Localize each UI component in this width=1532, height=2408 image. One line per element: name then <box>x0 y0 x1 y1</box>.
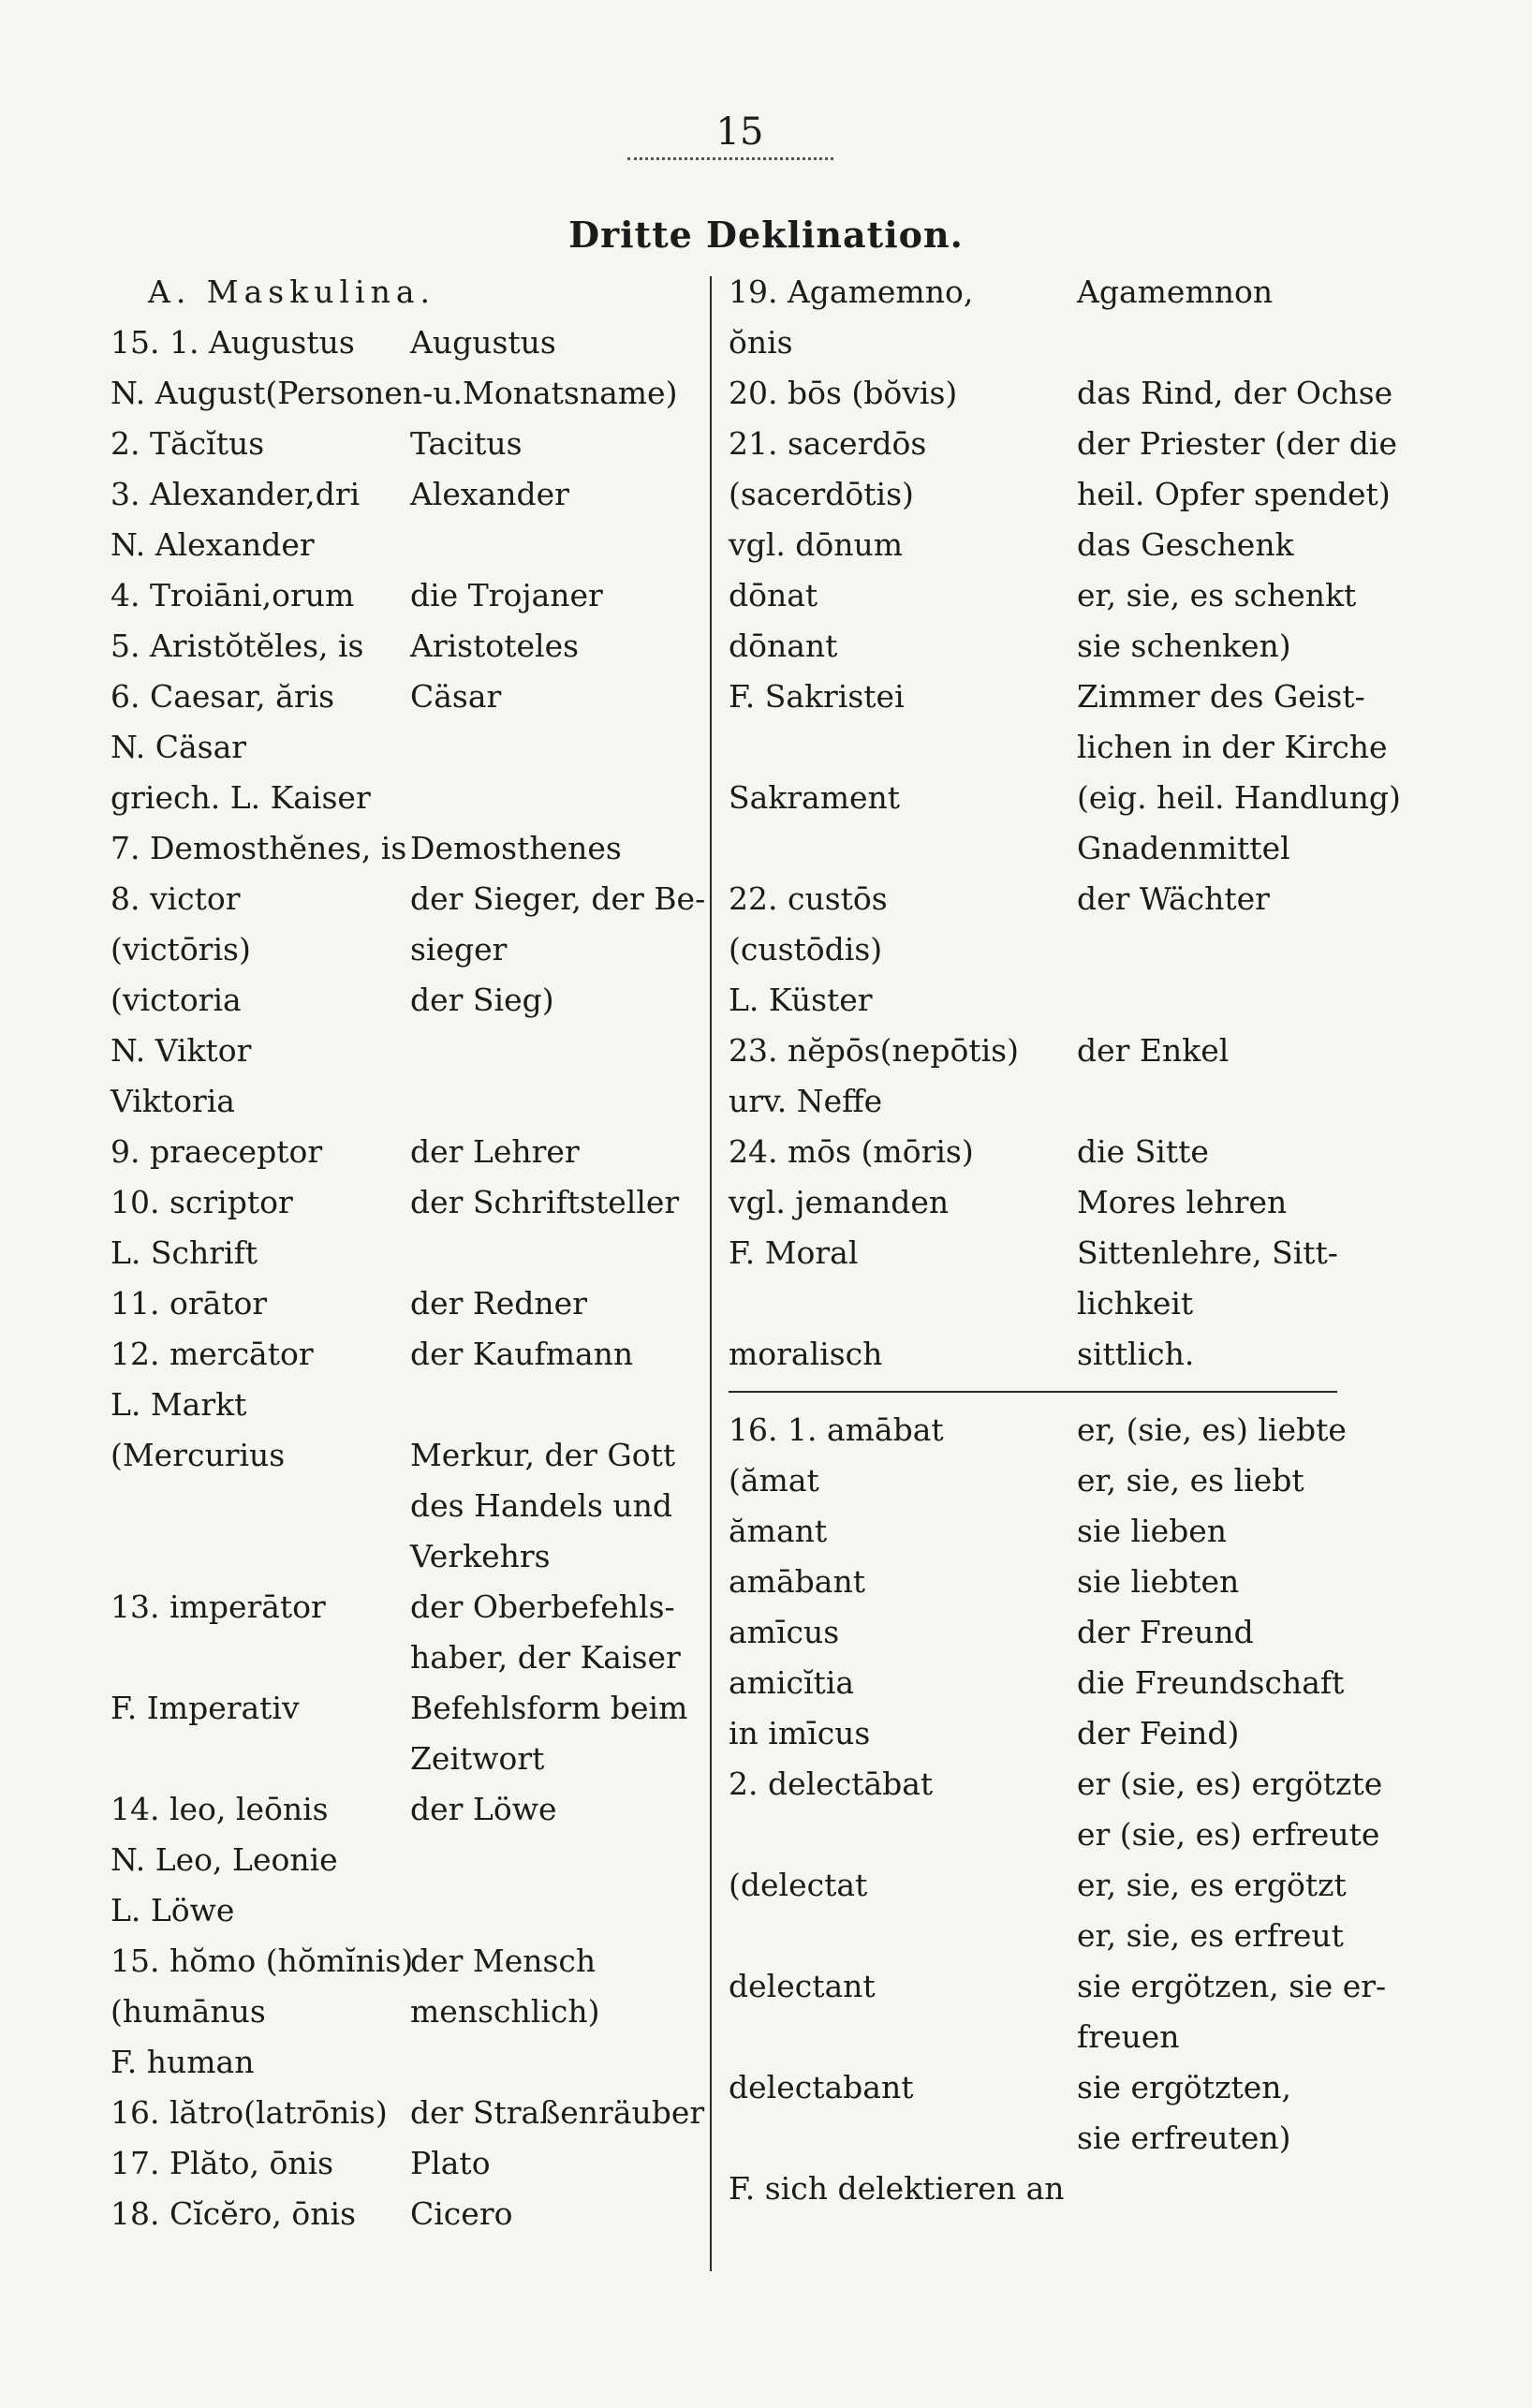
latin-term: Sakrament <box>729 779 901 816</box>
left-entry <box>110 975 710 1026</box>
german-translation: der Wächter <box>1077 880 1270 917</box>
right-top-entry <box>729 419 1397 469</box>
right-top-entry <box>729 1076 1358 1127</box>
latin-term <box>729 2113 1028 2164</box>
right-top-entry <box>729 773 1401 823</box>
latin-term: N. Viktor <box>110 1032 252 1069</box>
right-bottom-entry <box>729 1506 1358 1557</box>
german-translation: er, sie, es ergötzt <box>1077 1867 1347 1903</box>
latin-term: N. Leo, Leonie <box>110 1841 338 1878</box>
german-translation: lichkeit <box>1077 1285 1194 1322</box>
latin-term: 4. Troiāni,orum <box>110 577 355 613</box>
latin-term: 20. bōs (bŏvis) <box>729 375 958 411</box>
right-bottom-entry <box>729 2164 1358 2214</box>
latin-term: ămant <box>729 1513 828 1549</box>
latin-term: 9. praeceptor <box>110 1133 323 1170</box>
right-top-entry <box>729 318 1358 368</box>
left-entry <box>110 1329 710 1380</box>
latin-term: in imīcus <box>729 1715 871 1751</box>
right-top-entry <box>729 1127 1358 1177</box>
german-translation <box>1077 924 1358 975</box>
right-top-entry <box>729 823 1358 874</box>
german-translation: heil. Opfer spendet) <box>1077 476 1391 512</box>
latin-term: (ămat <box>729 1462 819 1499</box>
left-entry <box>110 1885 710 1936</box>
left-entry <box>110 520 710 570</box>
german-translation: Sittenlehre, Sitt- <box>1077 1234 1338 1271</box>
left-entry <box>110 924 710 975</box>
section-separator <box>729 1380 1358 1405</box>
left-entry <box>110 874 710 924</box>
german-translation: der Löwe <box>410 1791 557 1827</box>
latin-term: 6. Caesar, ăris <box>110 678 335 715</box>
german-translation <box>1077 975 1358 1026</box>
latin-term <box>729 1810 1028 1860</box>
german-translation: haber, der Kaiser <box>410 1639 681 1676</box>
right-top-entry <box>729 722 1388 773</box>
latin-term: 3. Alexander,dri <box>110 476 361 512</box>
right-bottom-entry <box>729 1708 1358 1759</box>
left-entry <box>110 1026 710 1076</box>
right-column <box>729 267 1401 2214</box>
latin-term <box>110 1481 410 1531</box>
right-bottom-entry <box>729 1810 1380 1860</box>
latin-term: 23. nĕpōs(nepōtis) <box>729 1032 1019 1069</box>
latin-term: 24. mōs (mōris) <box>729 1133 974 1170</box>
left-entry <box>110 1076 710 1127</box>
latin-term: 12. mercātor <box>110 1336 314 1372</box>
right-top-entry <box>729 621 1358 672</box>
latin-term: N. Cäsar <box>110 729 247 765</box>
german-translation <box>1077 2164 1358 2214</box>
latin-term: amicĭtia <box>729 1664 855 1701</box>
latin-term: 11. orātor <box>110 1285 268 1322</box>
left-entry <box>110 2189 710 2239</box>
right-bottom-entry <box>729 2113 1358 2164</box>
left-rows <box>110 318 710 2239</box>
german-translation: er, sie, es schenkt <box>1077 577 1357 613</box>
german-translation: Gnadenmittel <box>1077 830 1290 866</box>
german-translation: (eig. heil. Handlung) <box>1077 779 1401 816</box>
german-translation: sie lieben <box>1077 1513 1228 1549</box>
right-top-entry <box>729 1177 1358 1228</box>
right-bottom-entry <box>729 1658 1358 1708</box>
german-translation: Merkur, der Gott <box>410 1437 676 1473</box>
latin-term: ŏnis <box>729 324 793 361</box>
right-top-entry <box>729 874 1358 924</box>
german-translation: die Trojaner <box>410 577 603 613</box>
latin-term: F. Sakristei <box>729 678 905 715</box>
left-entry <box>110 2037 710 2088</box>
left-entry <box>110 773 710 823</box>
german-translation: Demosthenes <box>410 830 622 866</box>
left-entry <box>110 1784 710 1835</box>
latin-term: 18. Cĭcĕro, ōnis <box>110 2195 357 2232</box>
right-top-entry <box>729 1329 1358 1380</box>
german-translation: der Lehrer <box>410 1133 580 1170</box>
latin-term: amābant <box>729 1563 865 1600</box>
latin-term: vgl. dōnum <box>729 526 904 563</box>
latin-term: griech. L. Kaiser <box>110 779 371 816</box>
latin-term <box>110 1734 410 1784</box>
right-rows-bottom <box>729 1405 1387 2214</box>
german-translation: der Sieger, der Be- <box>410 880 706 917</box>
german-translation: lichen in der Kirche <box>1077 729 1388 765</box>
latin-term: L. Küster <box>729 982 873 1018</box>
german-translation: Augustus <box>410 324 556 361</box>
german-translation: Mores lehren <box>1077 1184 1288 1220</box>
latin-term: 22. custōs <box>729 880 888 917</box>
german-translation: sie erfreuten) <box>1077 2120 1291 2156</box>
german-translation: das Geschenk <box>1077 526 1294 563</box>
latin-term: 13. imperātor <box>110 1588 326 1625</box>
left-entry <box>110 1228 710 1278</box>
latin-term: urv. Neffe <box>729 1083 883 1119</box>
latin-term: dōnat <box>729 577 818 613</box>
left-entry <box>110 621 710 672</box>
left-entry <box>110 1582 710 1632</box>
german-translation <box>410 1885 710 1936</box>
german-translation <box>410 722 710 773</box>
latin-term: 17. Plăto, ōnis <box>110 2145 334 2181</box>
german-translation: die Sitte <box>1077 1133 1209 1170</box>
german-translation: Zimmer des Geist- <box>1077 678 1365 715</box>
german-translation: der Redner <box>410 1285 587 1322</box>
latin-term <box>729 823 1028 874</box>
latin-term: 2. Tăcĭtus <box>110 425 265 462</box>
german-translation: der Freund <box>1077 1614 1254 1650</box>
left-entry <box>110 1481 710 1531</box>
left-entry <box>110 1683 710 1734</box>
latin-term: 7. Demosthĕnes, is <box>110 830 407 866</box>
left-entry <box>110 672 710 722</box>
right-bottom-entry <box>729 1607 1358 1658</box>
left-entry <box>110 469 710 520</box>
latin-term: 16. 1. amābat <box>729 1411 944 1448</box>
latin-term: (victoria <box>110 982 242 1018</box>
german-translation: der Straßenräuber <box>410 2094 705 2131</box>
german-translation: sie ergötzten, <box>1077 2069 1291 2105</box>
german-translation: der Mensch <box>410 1943 597 1979</box>
latin-term: amīcus <box>729 1614 840 1650</box>
german-translation <box>410 1380 710 1430</box>
latin-term <box>110 1632 410 1683</box>
german-translation: Plato <box>410 2145 491 2181</box>
latin-term: 15. hŏmo (hŏmĭnis) <box>110 1943 414 1979</box>
right-top-entry <box>729 1228 1358 1278</box>
latin-term <box>729 1278 1028 1329</box>
left-entry <box>110 1987 710 2037</box>
column-divider <box>710 276 712 2271</box>
latin-term: L. Löwe <box>110 1892 235 1928</box>
right-top-entry <box>729 1026 1358 1076</box>
german-translation: freuen <box>1077 2018 1180 2055</box>
german-translation: Alexander <box>410 476 569 512</box>
german-translation: Befehlsform beim <box>410 1690 688 1726</box>
latin-term: 19. Agamemno, <box>729 273 974 310</box>
german-translation: der Enkel <box>1077 1032 1230 1069</box>
page-number-rule <box>627 157 833 160</box>
german-translation: der Oberbefehls- <box>410 1588 675 1625</box>
german-translation <box>410 1835 710 1885</box>
german-translation: der Kaufmann <box>410 1336 634 1372</box>
latin-term: F. Moral <box>729 1234 859 1271</box>
latin-term: L. Schrift <box>110 1234 258 1271</box>
latin-term: F. human <box>110 2044 255 2080</box>
latin-term: delectabant <box>729 2069 914 2105</box>
german-translation: er (sie, es) erfreute <box>1077 1816 1380 1853</box>
right-top-entry <box>729 570 1358 621</box>
latin-term: L. Markt <box>110 1386 247 1423</box>
german-translation: der Schriftsteller <box>410 1184 680 1220</box>
german-translation <box>410 1076 710 1127</box>
latin-term: 14. leo, leōnis <box>110 1791 329 1827</box>
german-translation: Verkehrs <box>410 1538 551 1574</box>
left-entry <box>110 1430 710 1481</box>
right-bottom-entry <box>729 1557 1358 1607</box>
right-bottom-entry <box>729 2062 1358 2113</box>
right-bottom-entry <box>729 1455 1358 1506</box>
left-entry <box>110 1936 710 1987</box>
right-rows-top <box>729 267 1401 1380</box>
german-translation: Agamemnon <box>1077 273 1274 310</box>
latin-term: 10. scriptor <box>110 1184 293 1220</box>
german-translation: menschlich) <box>410 1993 600 2030</box>
german-translation: sittlich. <box>1077 1336 1195 1372</box>
german-translation: das Rind, der Ochse <box>1077 375 1393 411</box>
page-heading: Dritte Deklination. <box>568 214 964 256</box>
left-entry <box>110 2088 710 2138</box>
german-translation: Cicero <box>410 2195 513 2232</box>
german-translation: er (sie, es) ergötzte <box>1077 1765 1383 1802</box>
right-top-entry <box>729 520 1358 570</box>
german-translation <box>410 520 710 570</box>
latin-term: 8. victor <box>110 880 241 917</box>
latin-term: F. Imperativ <box>110 1690 300 1726</box>
right-top-entry <box>729 975 1358 1026</box>
latin-term: Viktoria <box>110 1083 235 1119</box>
right-bottom-entry <box>729 1860 1358 1911</box>
left-entry <box>110 570 710 621</box>
german-translation: Cäsar <box>410 678 502 715</box>
latin-term: (custōdis) <box>729 931 883 968</box>
latin-term: N. Alexander <box>110 526 315 563</box>
latin-term <box>729 722 1028 773</box>
right-bottom-entry <box>729 1759 1383 1810</box>
latin-term <box>110 1531 410 1582</box>
section-title: A. Maskulina. <box>148 273 435 310</box>
left-column <box>110 267 710 2239</box>
left-entry <box>110 1835 710 1885</box>
latin-term: dōnant <box>729 628 838 664</box>
latin-term: moralisch <box>729 1336 883 1372</box>
german-translation <box>1077 1076 1358 1127</box>
latin-term: (Mercurius <box>110 1437 286 1473</box>
left-entry <box>110 1734 710 1784</box>
german-translation <box>410 773 710 823</box>
german-translation: sieger <box>410 931 508 968</box>
german-translation: Aristoteles <box>410 628 580 664</box>
right-top-entry <box>729 267 1358 318</box>
german-translation: die Freundschaft <box>1077 1664 1345 1701</box>
latin-term: N. August(Personen-u.Monatsname) <box>110 375 678 411</box>
latin-term: delectant <box>729 1968 876 2004</box>
german-translation: sie liebten <box>1077 1563 1240 1600</box>
right-top-entry <box>729 924 1358 975</box>
page-number: 15 <box>715 111 764 154</box>
latin-term: (sacerdōtis) <box>729 476 914 512</box>
german-translation: sie schenken) <box>1077 628 1291 664</box>
latin-term: 16. lătro(latrōnis) <box>110 2094 388 2131</box>
latin-term: 21. sacerdōs <box>729 425 927 462</box>
right-bottom-entry <box>729 1911 1358 1961</box>
left-entry <box>110 1127 710 1177</box>
german-translation: des Handels und <box>410 1487 673 1524</box>
latin-term: 15. 1. Augustus <box>110 324 355 361</box>
left-entry <box>110 1380 710 1430</box>
latin-term: (humānus <box>110 1993 266 2030</box>
latin-term: F. sich delektieren an <box>729 2170 1065 2207</box>
right-bottom-entry <box>729 2012 1358 2062</box>
left-entry <box>110 318 710 368</box>
german-translation: Zeitwort <box>410 1740 545 1777</box>
latin-term: vgl. jemanden <box>729 1184 950 1220</box>
left-entry <box>110 368 710 419</box>
left-entry <box>110 1632 710 1683</box>
left-entry <box>110 2138 710 2189</box>
left-entry <box>110 722 710 773</box>
right-top-entry <box>729 672 1365 722</box>
latin-term: (delectat <box>729 1867 868 1903</box>
left-entry <box>110 419 710 469</box>
latin-term <box>729 2012 1028 2062</box>
german-translation: der Feind) <box>1077 1715 1240 1751</box>
german-translation <box>410 1228 710 1278</box>
german-translation: er, sie, es liebt <box>1077 1462 1304 1499</box>
latin-term: 2. delectābat <box>729 1765 934 1802</box>
german-translation <box>410 1026 710 1076</box>
right-top-entry <box>729 469 1391 520</box>
left-entry <box>110 1278 710 1329</box>
right-bottom-entry <box>729 1961 1387 2012</box>
german-translation: der Sieg) <box>410 982 554 1018</box>
german-translation: er, sie, es erfreut <box>1077 1917 1344 1954</box>
left-entry <box>110 823 710 874</box>
german-translation <box>410 2037 710 2088</box>
german-translation: er, (sie, es) liebte <box>1077 1411 1347 1448</box>
left-entry <box>110 1531 710 1582</box>
german-translation: Tacitus <box>410 425 523 462</box>
latin-term: 5. Aristŏtĕles, is <box>110 628 364 664</box>
left-entry <box>110 1177 710 1228</box>
german-translation <box>410 368 710 419</box>
german-translation: sie ergötzen, sie er- <box>1077 1968 1387 2004</box>
latin-term <box>729 1911 1028 1961</box>
german-translation <box>1077 318 1358 368</box>
latin-term: (victōris) <box>110 931 251 968</box>
right-top-entry <box>729 368 1393 419</box>
right-top-entry <box>729 1278 1358 1329</box>
german-translation: der Priester (der die <box>1077 425 1397 462</box>
right-bottom-entry <box>729 1405 1358 1455</box>
